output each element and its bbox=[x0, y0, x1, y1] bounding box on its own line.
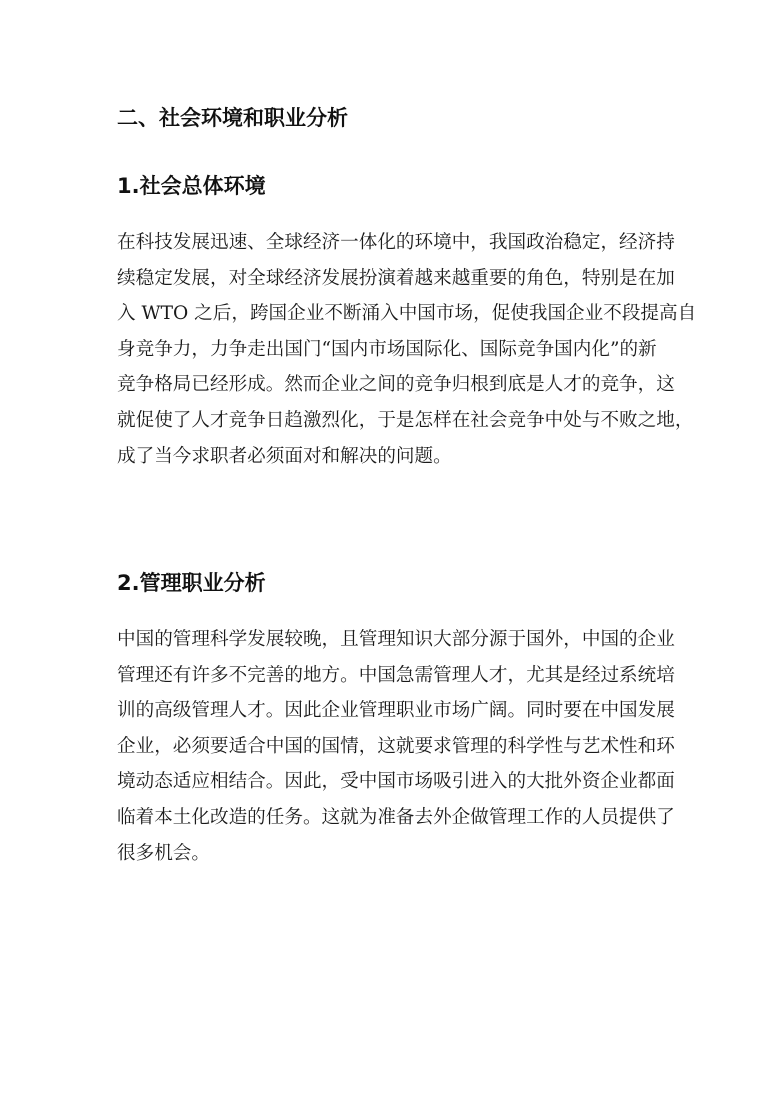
paragraph-line: 入 WTO 之后，跨国企业不断涌入中国市场，促使我国企业不段提高自 bbox=[117, 303, 697, 325]
paragraph-management-career bbox=[117, 622, 677, 871]
paragraph-line: 就促使了人才竞争日趋激烈化，于是怎样在社会竞争中处与不败之地， bbox=[117, 409, 694, 431]
paragraph-line: 成了当今求职者必须面对和解决的问题。 bbox=[117, 445, 452, 467]
section-heading-social-environment: 1.社会总体环境 bbox=[117, 174, 266, 198]
paragraph-line: 训的高级管理人才。因此企业管理职业市场广阔。同时要在中国发展 bbox=[117, 700, 675, 722]
paragraph-line: 续稳定发展，对全球经济发展扮演着越来越重要的角色，特别是在加 bbox=[117, 267, 675, 289]
paragraph-line: 竞争格局已经形成。然而企业之间的竞争归根到底是人才的竞争，这 bbox=[117, 374, 675, 396]
main-heading: 二、社会环境和职业分析 bbox=[117, 106, 348, 130]
paragraph-line: 中国的管理科学发展较晚，且管理知识大部分源于国外，中国的企业 bbox=[117, 629, 675, 650]
paragraph-social-environment bbox=[117, 225, 697, 474]
paragraph-line: 临着本土化改造的任务。这就为准备去外企做管理工作的人员提供了 bbox=[117, 806, 675, 828]
paragraph-line: 境动态适应相结合。因此，受中国市场吸引进入的大批外资企业都面 bbox=[117, 771, 675, 793]
paragraph-line: 很多机会。 bbox=[117, 842, 210, 864]
paragraph-line: 企业，必须要适合中国的国情，这就要求管理的科学性与艺术性和环 bbox=[117, 735, 675, 757]
paragraph-line: 管理还有许多不完善的地方。中国急需管理人才，尤其是经过系统培 bbox=[117, 664, 675, 686]
paragraph-line: 在科技发展迅速、全球经济一体化的环境中，我国政治稳定，经济持 bbox=[117, 232, 675, 253]
paragraph-line: 身竞争力，力争走出国门“国内市场国际化、国际竞争国内化”的新 bbox=[117, 338, 657, 360]
section-heading-management-career: 2.管理职业分析 bbox=[117, 571, 266, 595]
